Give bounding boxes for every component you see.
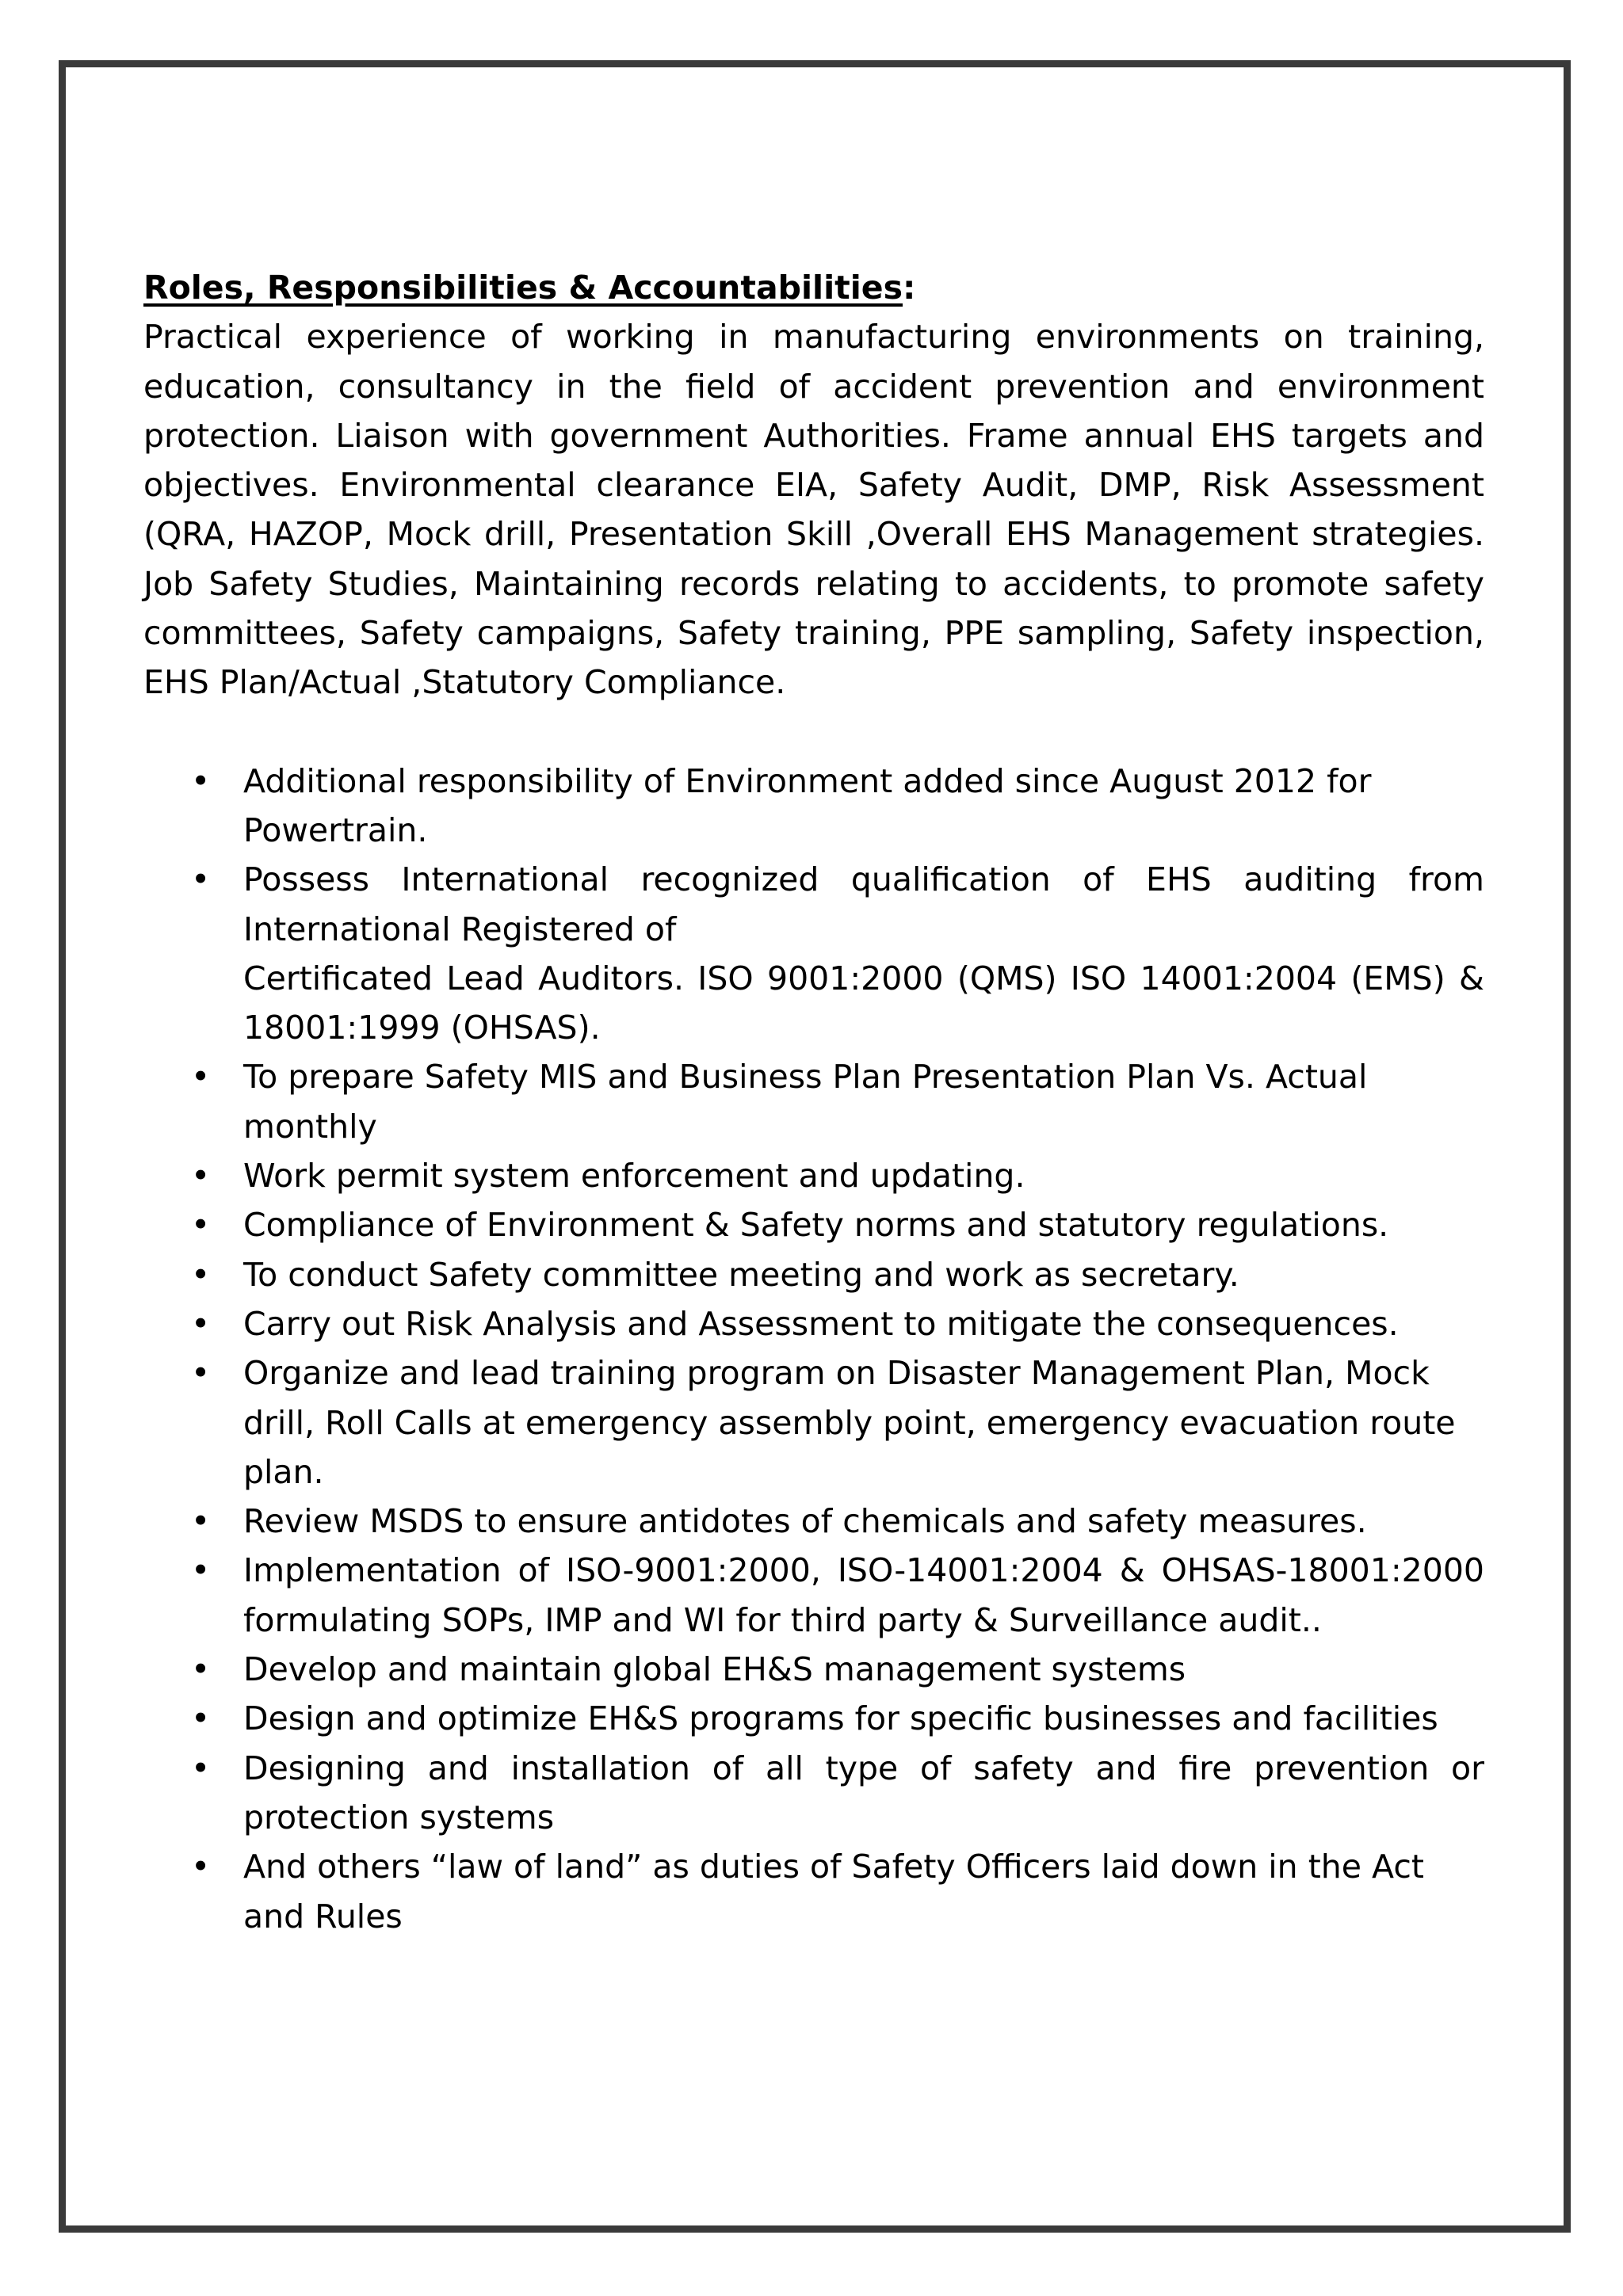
bullet-icon: • bbox=[191, 761, 211, 800]
bullet-icon: • bbox=[191, 1206, 211, 1245]
list-item bbox=[143, 1348, 1484, 1497]
list-item bbox=[143, 757, 1484, 856]
list-item bbox=[143, 1200, 1484, 1249]
list-item-text: Review MSDS to ensure antidotes of chemicals and safety measures. bbox=[243, 1502, 1367, 1541]
responsibilities-list bbox=[143, 757, 1484, 1941]
list-item-text: To conduct Safety committee meeting and work as secretary. bbox=[243, 1255, 1239, 1294]
bullet-icon: • bbox=[191, 1650, 211, 1689]
list-item bbox=[143, 1250, 1484, 1299]
list-item-text: Compliance of Environment & Safety norms and statutory regulations. bbox=[243, 1206, 1389, 1245]
bullet-icon: • bbox=[191, 1255, 211, 1294]
list-item-text: Designing and installation of all type of safety and fire prevention or protection systems bbox=[243, 1749, 1484, 1836]
bullet-icon: • bbox=[191, 1699, 211, 1738]
bullet-icon: • bbox=[191, 1354, 211, 1393]
bullet-icon: • bbox=[191, 1304, 211, 1343]
list-item-text: Possess International recognized qualification of EHS auditing from International Registered of bbox=[243, 860, 1484, 948]
list-item-text: Organize and lead training program on Disaster Management Plan, Mock drill, Roll Calls at emergency assembly point, emergency evacuation route plan. bbox=[243, 1354, 1456, 1491]
section-heading-text: Roles, Responsibilities & Accountabilities bbox=[143, 269, 903, 307]
list-item bbox=[143, 1299, 1484, 1348]
bullet-icon: • bbox=[191, 1551, 211, 1590]
list-item-text: Carry out Risk Analysis and Assessment to mitigate the consequences. bbox=[243, 1304, 1399, 1343]
list-item bbox=[143, 1052, 1484, 1151]
bullet-icon: • bbox=[191, 1848, 211, 1886]
bullet-icon: • bbox=[191, 860, 211, 899]
section-heading-colon: : bbox=[903, 269, 916, 307]
list-item bbox=[143, 1497, 1484, 1546]
list-item-text: Implementation of ISO-9001:2000, ISO-14001:2004 & OHSAS-18001:2000 formulating SOPs, IMP and WI for third party & Surveillance audit.. bbox=[243, 1551, 1484, 1639]
summary-paragraph: Practical experience of working in manufacturing environments on training, education, consultancy in the field of accident prevention and environment protection. Liaison with government Authorities. Frame annual EHS targets and objectives. Environmental clearance EIA, Safety Audit, DMP, Risk Assessment (QRA, HAZOP, Mock drill, Presentation Skill ,Overall EHS Management strategies. Job Safety Studies, Maintaining records relating to accidents, to promote safety committees, Safety campaigns, Safety training, PPE sampling, Safety inspection, EHS Plan/Actual ,Statutory Compliance. bbox=[143, 318, 1484, 702]
list-item bbox=[143, 1694, 1484, 1743]
list-item bbox=[143, 1842, 1484, 1941]
bullet-icon: • bbox=[191, 1502, 211, 1541]
list-item bbox=[143, 1645, 1484, 1694]
bullet-icon: • bbox=[191, 1058, 211, 1097]
list-item-text: And others “law of land” as duties of Safety Officers laid down in the Act and Rules bbox=[243, 1848, 1424, 1936]
list-item-text: Work permit system enforcement and updating. bbox=[243, 1157, 1025, 1196]
bullet-icon: • bbox=[191, 1749, 211, 1787]
section-heading bbox=[143, 263, 1484, 312]
list-item-text-continuation: Certificated Lead Auditors. ISO 9001:2000 (QMS) ISO 14001:2004 (EMS) & 18001:1999 (OHSAS). bbox=[243, 959, 1484, 1047]
list-item-text: Additional responsibility of Environment added since August 2012 for Powertrain. bbox=[243, 761, 1372, 849]
list-item bbox=[143, 1151, 1484, 1200]
list-item bbox=[143, 855, 1484, 1052]
list-item-text: Design and optimize EH&S programs for specific businesses and facilities bbox=[243, 1699, 1438, 1738]
list-item-text: To prepare Safety MIS and Business Plan Presentation Plan Vs. Actual monthly bbox=[243, 1058, 1368, 1146]
list-item bbox=[143, 1744, 1484, 1843]
list-item-text: Develop and maintain global EH&S management systems bbox=[243, 1650, 1186, 1689]
list-item bbox=[143, 1546, 1484, 1645]
bullet-icon: • bbox=[191, 1157, 211, 1196]
document-content bbox=[143, 263, 1484, 1941]
